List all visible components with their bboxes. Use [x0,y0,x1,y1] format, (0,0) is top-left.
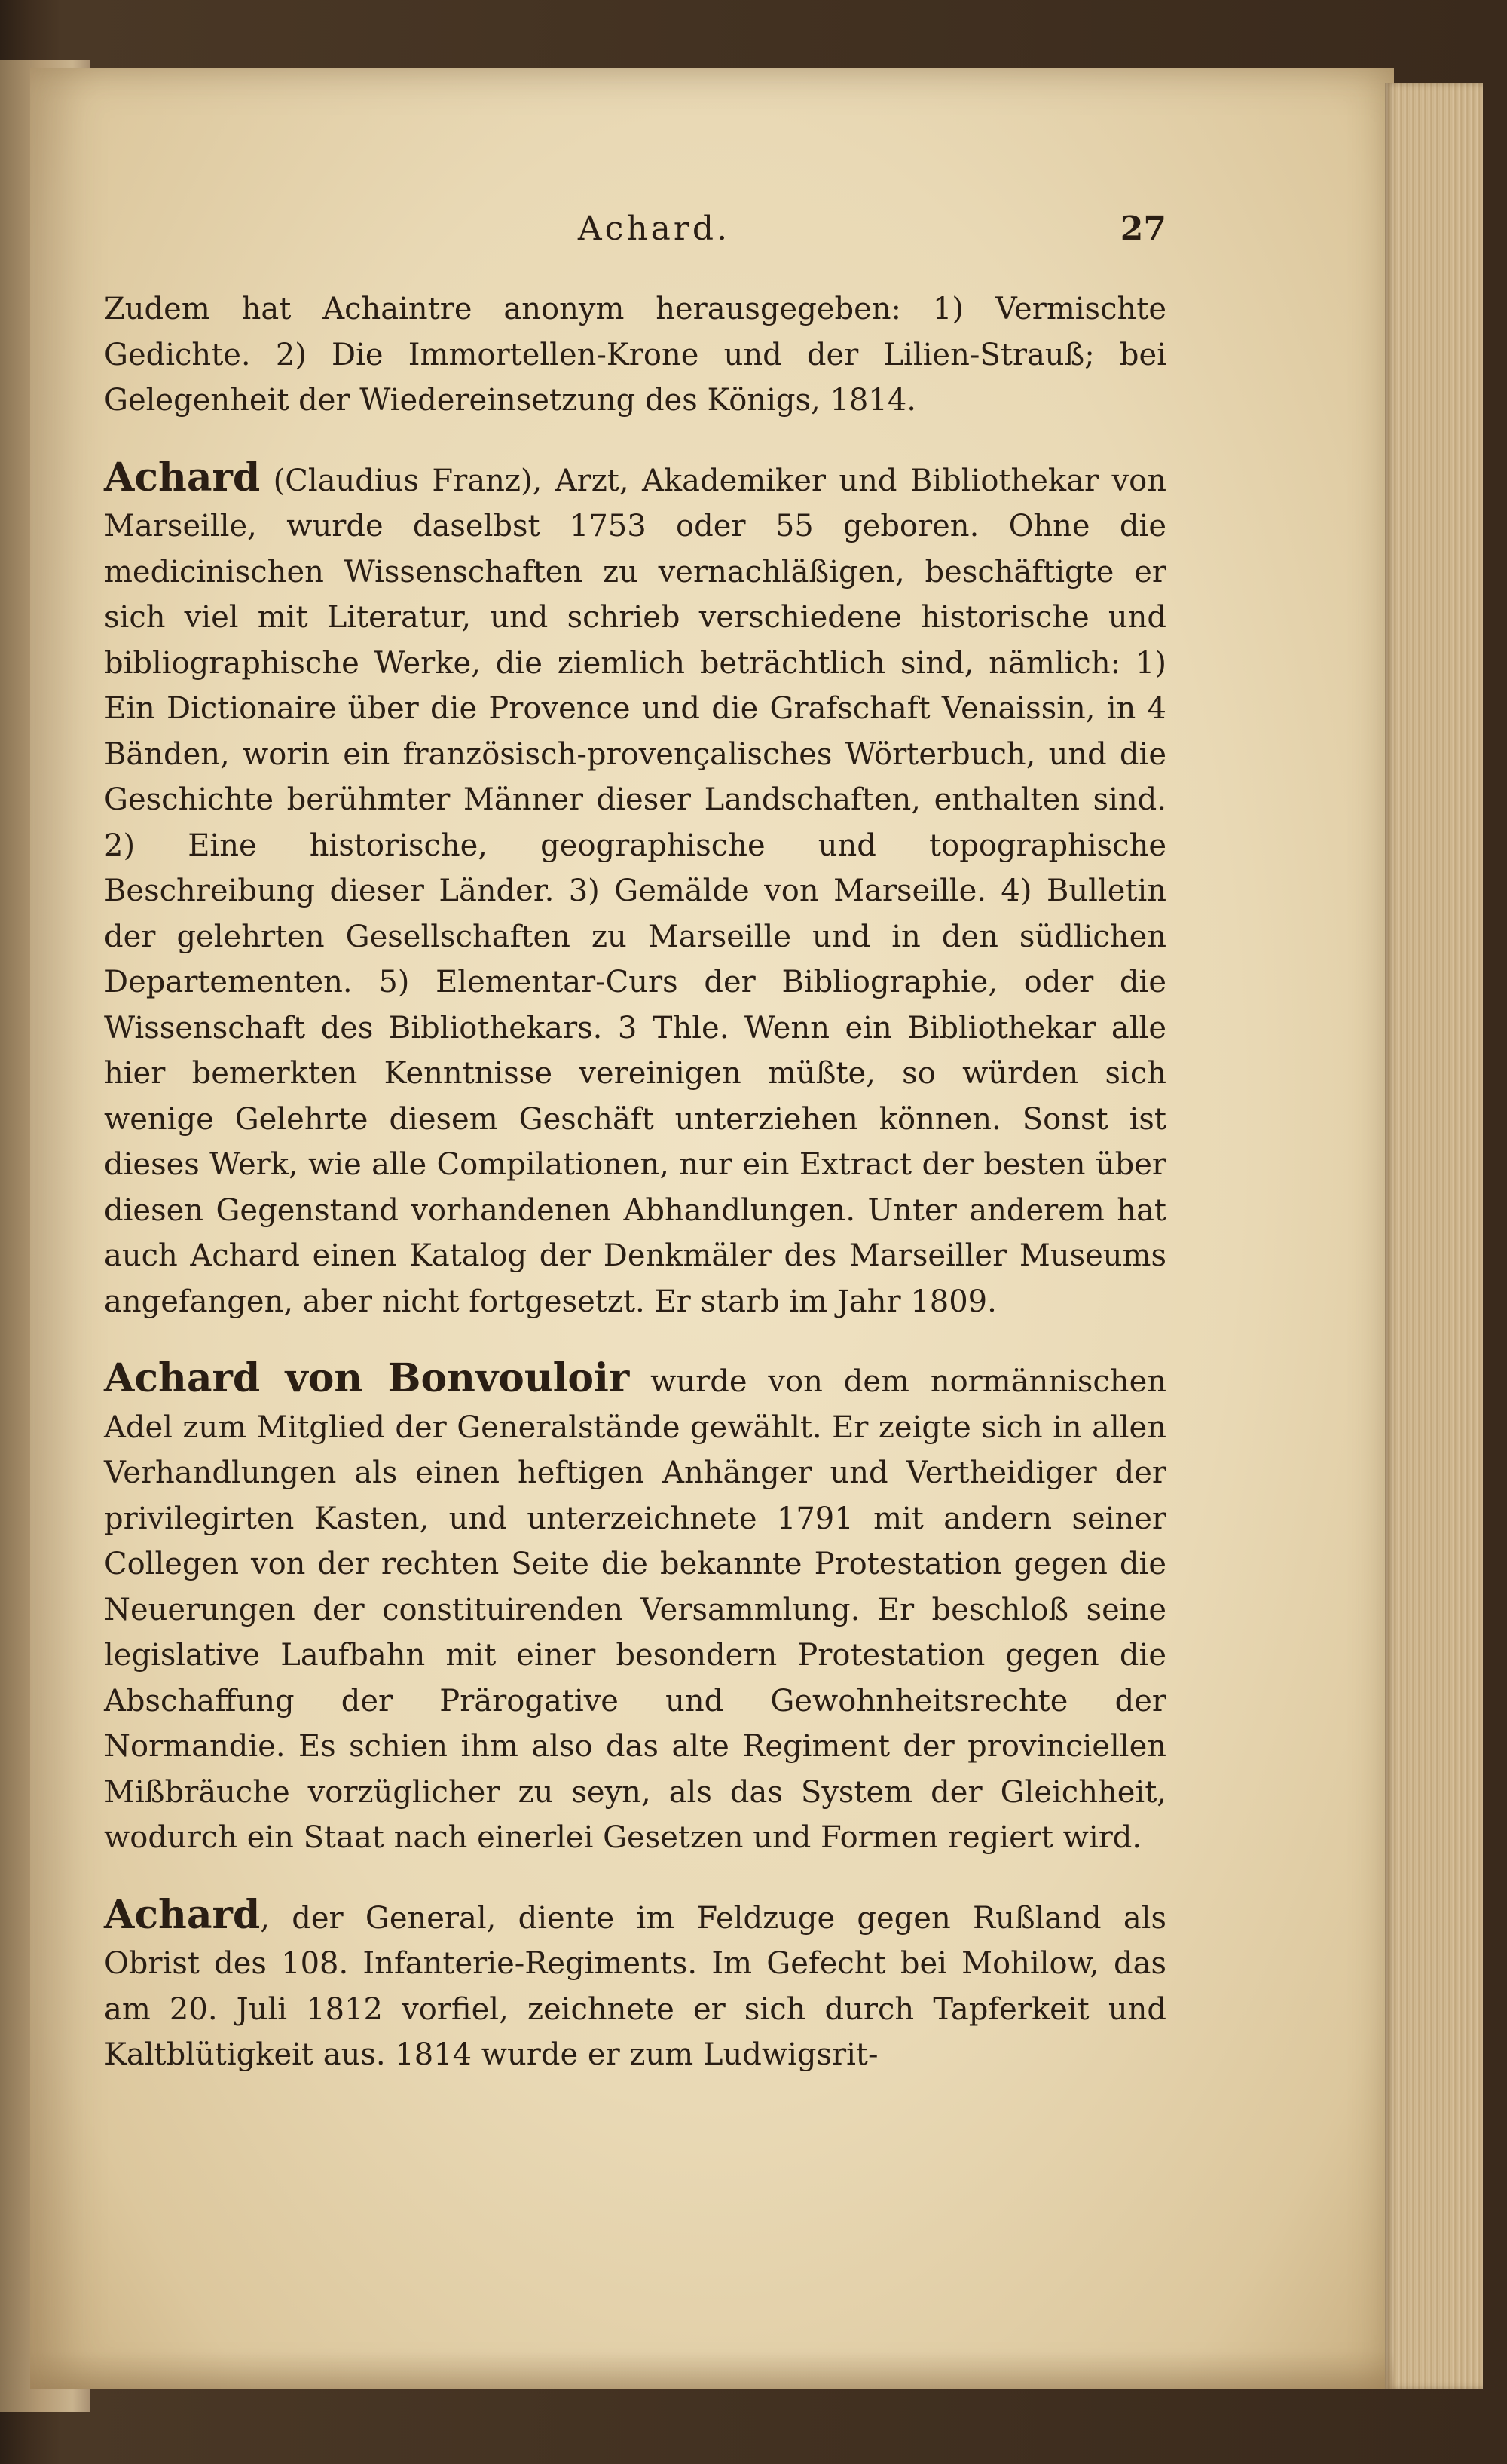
page-number: 27 [1120,210,1166,248]
entry-text: (Claudius Franz), Arzt, Akademiker und Bibliothekar von Marseille, wurde daselbst 1753 oder 55 geboren. Ohne die medicinischen Wissenschaften zu vernachläßigen, beschäftigte er sich viel mit Literatur, und schrieb verschiedene historische und bibliographische Werke, die ziemlich beträchtlich sind, nämlich: 1) Ein Dictionaire über die Provence und die Grafschaft Venaissin, in 4 Bänden, worin ein französisch-provençalisches Wörterbuch, und die Geschichte berühmter Männer dieser Landschaften, enthalten sind. 2) Eine historische, geographische und topographische Beschreibung dieser Länder. 3) Gemälde von Marseille. 4) Bulletin der gelehrten Gesellschaften zu Marseille und in den südlichen Departementen. 5) Elementar-Curs der Bibliographie, oder die Wissenschaft des Bibliothekars. 3 Thle. Wenn ein Bibliothekar alle hier bemerkten Kenntnisse vereinigen müßte, so würden sich wenige Gelehrte diesem Geschäft unterziehen können. Sonst ist dieses Werk, wie alle Compilationen, nur ein Extract der besten über diesen Gegenstand vorhandenen Abhandlungen. Unter anderem hat auch Achard einen Katalog der Denkmäler des Marseiller Museums angefangen, aber nicht fortgesetzt. Er starb im Jahr 1809. [104,463,1166,1319]
entry-paragraph-4 [104,1893,1166,2078]
entry-paragraph-1 [104,286,1166,424]
page-fore-edge [1385,83,1483,2389]
entry-paragraph-2 [104,455,1166,1325]
entry-paragraph-3 [104,1356,1166,1861]
entry-text: Zudem hat Achaintre anonym herausgegeben: 1) Vermischte Gedichte. 2) Die Immortellen-Krone und der Lilien-Strauß; bei Gelegenheit der Wiedereinsetzung des Königs, 1814. [104,292,1166,418]
page-text [104,286,1166,2078]
entry-text: , der General, diente im Feldzuge gegen Rußland als Obrist des 108. Infanterie-Regiments. Im Gefecht bei Mohilow, das am 20. Juli 1812 vorfiel, zeichnete er sich durch Tapferkeit und Kaltblütigkeit aus. 1814 wurde er zum Ludwigsrit- [104,1900,1166,2072]
page-header [104,210,1166,255]
running-head: Achard. [577,210,731,248]
entry-text: wurde von dem normännischen Adel zum Mitglied der Generalstände gewählt. Er zeigte sich in allen Verhandlungen als einen heftigen Anhänger und Vertheidiger der privilegirten Kasten, und unterzeichnete 1791 mit andern seiner Collegen von der rechten Seite die bekannte Protestation gegen die Neuerungen der constituirenden Versammlung. Er beschloß seine legislative Laufbahn mit einer besondern Protestation gegen die Abschaffung der Prärogative und Gewohnheitsrechte der Normandie. Es schien ihm also das alte Regiment der provinciellen Mißbräuche vorzüglicher zu seyn, als das System der Gleichheit, wodurch ein Staat nach einerlei Gesetzen und Formen regiert wird. [104,1364,1166,1855]
entry-lemma: Achard [104,454,261,500]
entry-lemma: Achard [104,1891,261,1938]
page-bottom-shadow [30,2352,1394,2389]
entry-lemma: Achard von Bonvouloir [104,1355,630,1401]
